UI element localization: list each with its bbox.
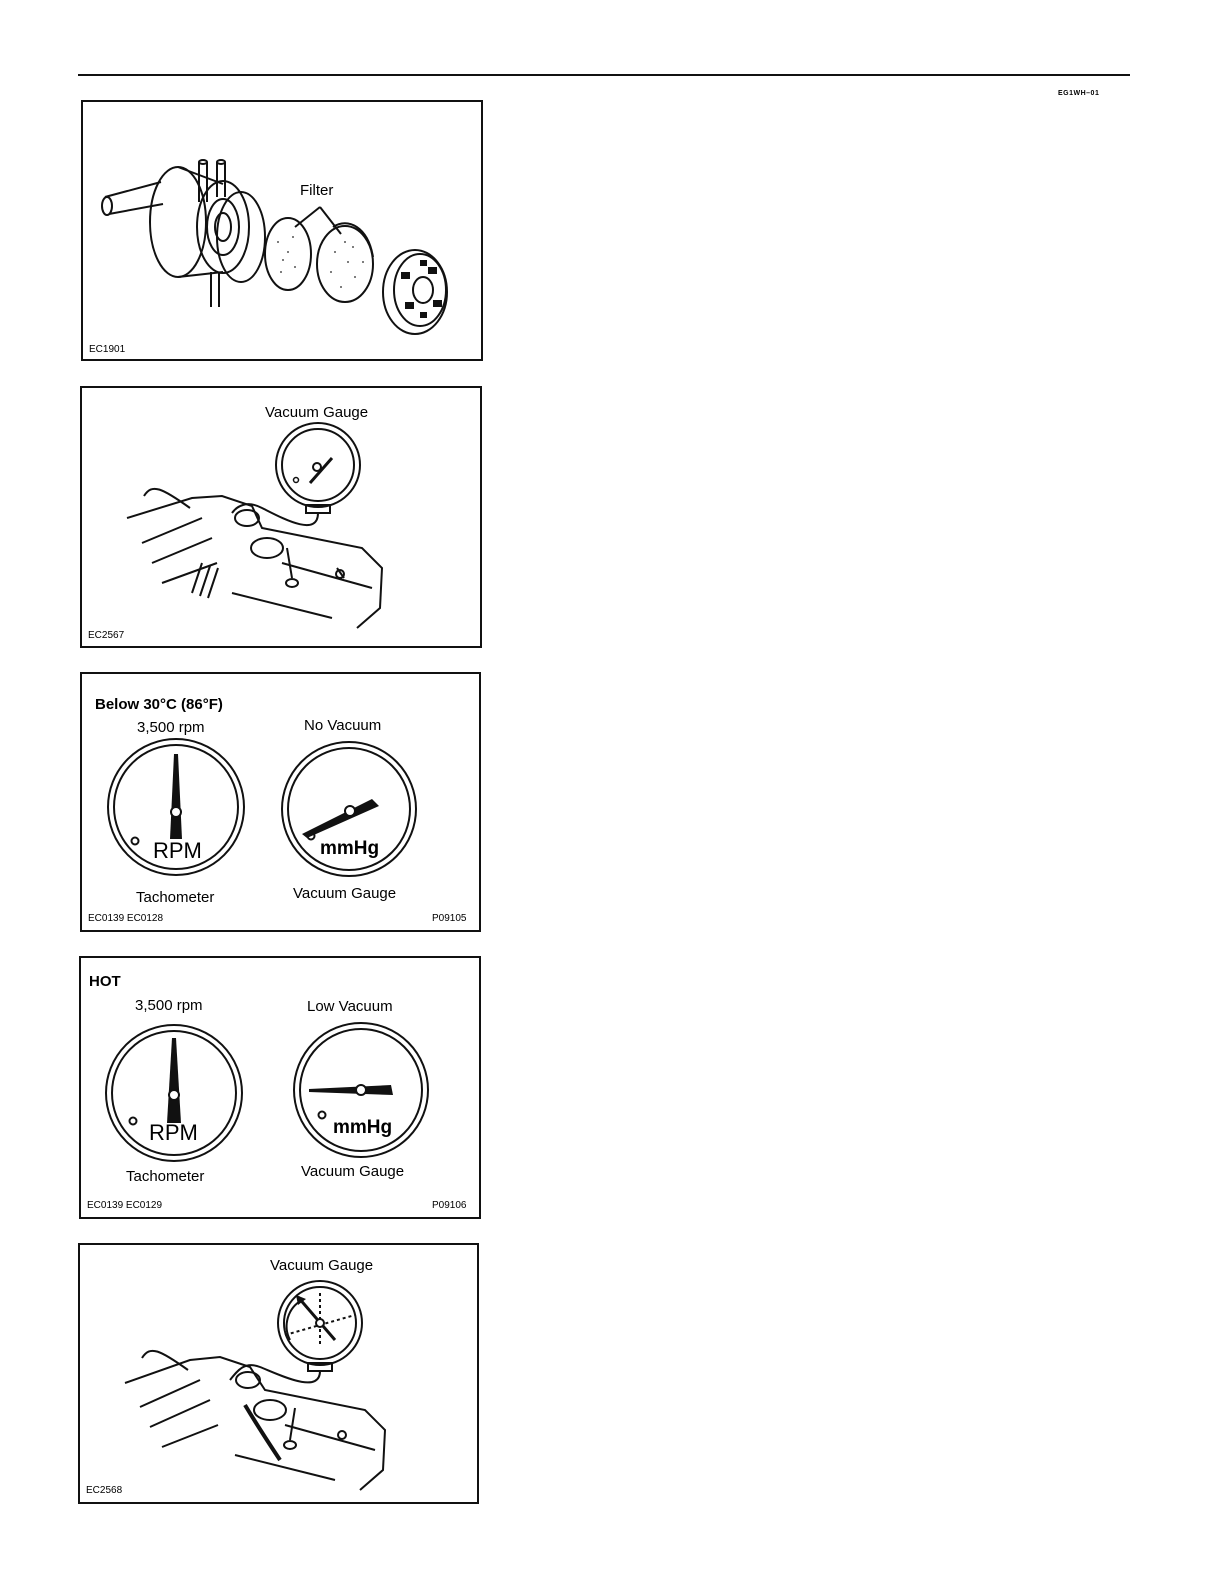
tachometer-face-label: RPM	[149, 1120, 198, 1145]
figure-code-left: EC0139 EC0129	[87, 1200, 163, 1211]
vacuum-state-label: Low Vacuum	[307, 998, 393, 1015]
tachometer-needle	[170, 754, 182, 839]
tachometer-label: Tachometer	[126, 1168, 205, 1185]
rpm-label: 3,500 rpm	[135, 997, 203, 1014]
figure-code-left: EC0139 EC0128	[88, 913, 164, 924]
vacuum-gauge-check-illustration	[80, 1245, 477, 1502]
rpm-label: 3,500 rpm	[137, 719, 205, 736]
tachometer-label: Tachometer	[136, 889, 215, 906]
filter-label: Filter	[300, 182, 334, 199]
vacuum-needle	[302, 799, 379, 838]
figure-filter-valve	[81, 100, 483, 361]
vacuum-state-label: No Vacuum	[304, 717, 382, 734]
vacuum-gauge-label: Vacuum Gauge	[270, 1257, 374, 1274]
gauge-face-label: mmHg	[333, 1117, 393, 1138]
figure-hot-readings	[79, 956, 481, 1219]
figure-code-right: P09106	[432, 1200, 467, 1211]
figure-vacuum-gauge-check	[78, 1243, 479, 1504]
vacuum-gauge-label: Vacuum Gauge	[265, 404, 369, 421]
filter-valve-illustration	[83, 102, 481, 359]
figure-cold-readings	[80, 672, 481, 932]
header-rule	[78, 74, 1130, 76]
gauge-face-label: mmHg	[320, 838, 380, 859]
vacuum-gauge-label: Vacuum Gauge	[301, 1163, 405, 1180]
figure-code: EC1901	[89, 344, 126, 355]
condition-label: Below 30°C (86°F)	[95, 696, 223, 713]
document-code: EG1WH–01	[1058, 90, 1100, 97]
figure-vacuum-gauge-connection	[80, 386, 482, 648]
vacuum-needle	[309, 1085, 393, 1095]
tachometer-face-label: RPM	[153, 838, 202, 863]
vacuum-gauge-label: Vacuum Gauge	[293, 885, 397, 902]
figure-code-right: P09105	[432, 913, 467, 924]
tachometer-needle	[167, 1038, 181, 1123]
figure-code: EC2567	[88, 630, 125, 641]
condition-label: HOT	[89, 973, 121, 990]
figure-code: EC2568	[86, 1485, 123, 1496]
vacuum-gauge-connection-illustration	[82, 388, 480, 646]
